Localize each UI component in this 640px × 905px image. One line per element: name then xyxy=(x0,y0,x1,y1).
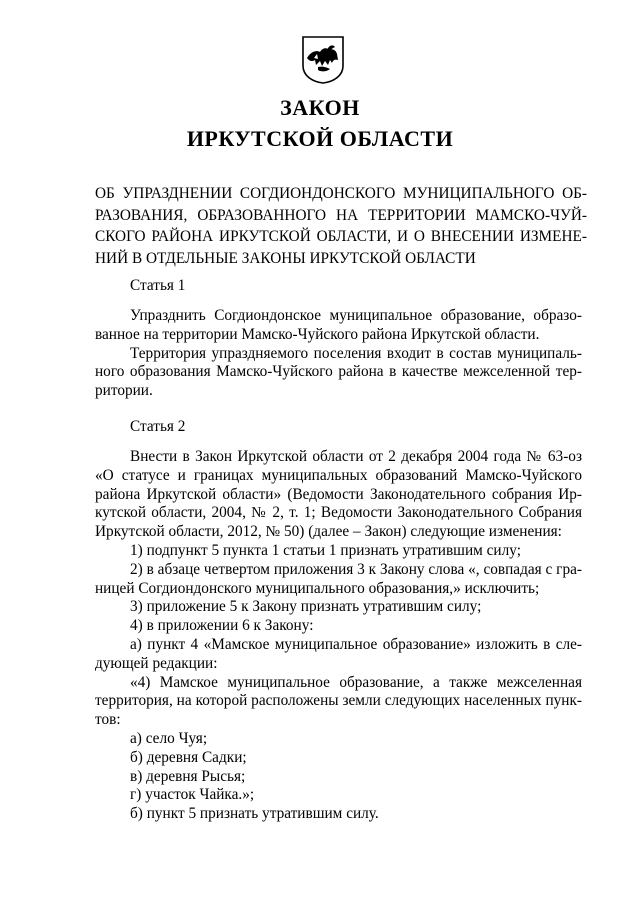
list-item: г) участок Чайка.»; xyxy=(130,786,255,804)
list-item: 3) приложение 5 к Закону признать утратившим силу; xyxy=(130,598,482,616)
quoted-text: территория, на которой расположены земли следующих населенных пунк- xyxy=(95,692,582,710)
text-line: «О статусе и границах муниципальных образований Мамско-Чуйского xyxy=(95,466,582,484)
text-line: дующей редакции: xyxy=(95,654,218,672)
heading-line: НИЙ В ОТДЕЛЬНЫЕ ЗАКОНЫ ИРКУТСКОЙ ОБЛАСТИ xyxy=(95,249,476,267)
text-line: района Иркутской области» (Ведомости Законодательного собрания Ир- xyxy=(95,485,582,503)
text-line: Упразднить Согдиондонское муниципальное образование, образо- xyxy=(130,307,582,324)
article-1-text xyxy=(95,307,582,401)
list-item: б) деревня Садки; xyxy=(130,748,247,766)
list-item: а) пункт 4 «Мамское муниципальное образование» изложить в сле- xyxy=(130,635,582,653)
text-line: ритории. xyxy=(95,382,153,400)
quoted-text: «4) Мамское муниципальное образование, а также межселенная xyxy=(130,673,582,691)
text-line: Иркутской области, 2012, № 50) (далее – Закон) следующие изменения: xyxy=(95,523,562,541)
quoted-text: тов: xyxy=(95,711,121,729)
list-item: 2) в абзаце четвертом приложения 3 к Закону слова «, совпадая с гра- xyxy=(130,560,582,578)
article-2-text xyxy=(95,448,582,824)
article-1-title: Статья 1 xyxy=(130,277,186,294)
heading-line: ОБ УПРАЗДНЕНИИ СОГДИОНДОНСКОГО МУНИЦИПАЛЬНОГО ОБ- xyxy=(95,185,587,202)
law-subtitle: ИРКУТСКОЙ ОБЛАСТИ xyxy=(186,126,454,151)
text-line: Территория упраздняемого поселения входит в состав муниципаль- xyxy=(130,344,582,362)
text-line: Внести в Закон Иркутской области от 2 декабря 2004 года № 63-оз xyxy=(130,448,582,465)
law-title: ЗАКОН xyxy=(280,95,360,120)
list-item: б) пункт 5 признать утратившим силу. xyxy=(130,805,379,823)
heading-line: СКОГО РАЙОНА ИРКУТСКОЙ ОБЛАСТИ, И О ВНЕСЕНИИ ИЗМЕНЕ- xyxy=(95,228,587,245)
article-2-title: Статья 2 xyxy=(130,418,186,435)
text-line: кутской области, 2004, № 2, т. 1; Ведомости Законодательного Собрания xyxy=(95,504,582,522)
law-heading xyxy=(95,183,587,269)
text-line: ницей Согдиондонского муниципального образования,» исключить; xyxy=(95,579,540,597)
list-item: 1) подпункт 5 пункта 1 статьи 1 признать утратившим силу; xyxy=(130,541,521,559)
list-item: в) деревня Рысья; xyxy=(130,767,246,785)
text-line: ного образования Мамско-Чуйского района в качестве межселенной тер- xyxy=(95,363,582,381)
text-line: ванное на территории Мамско-Чуйского района Иркутской области. xyxy=(95,325,540,343)
list-item: а) село Чуя; xyxy=(130,729,208,747)
list-item: 4) в приложении 6 к Закону: xyxy=(130,617,314,635)
coat-of-arms-icon xyxy=(302,36,344,84)
heading-line: РАЗОВАНИЯ, ОБРАЗОВАННОГО НА ТЕРРИТОРИИ МАМСКО-ЧУЙ- xyxy=(95,206,587,224)
